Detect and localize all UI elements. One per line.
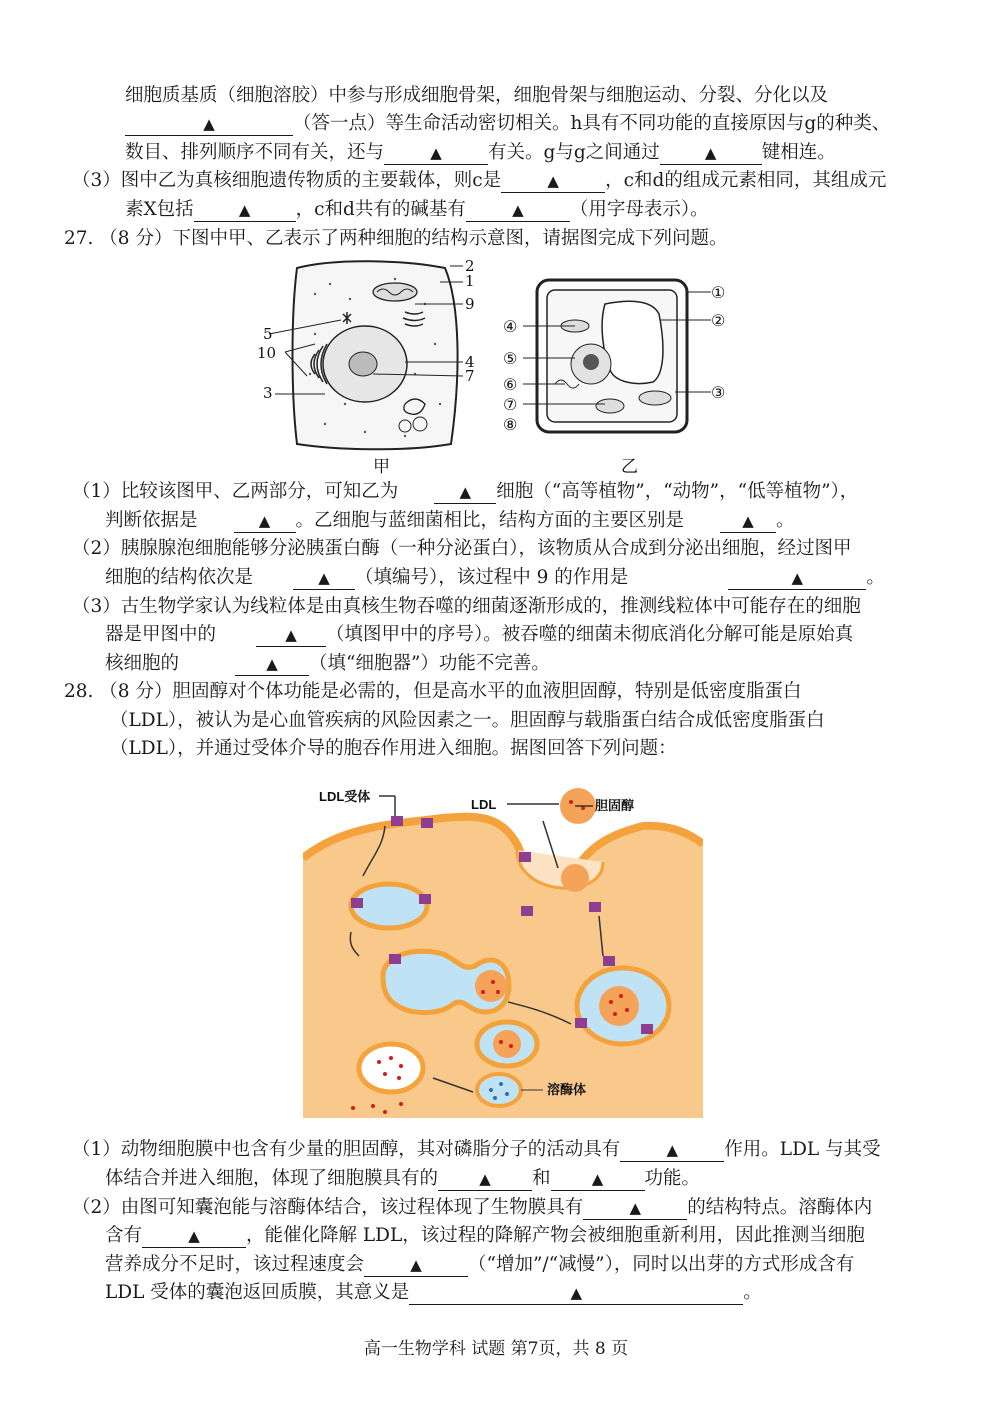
answer-blank[interactable]: ▲ <box>583 1197 687 1220</box>
answer-blank[interactable]: ▲ <box>409 1282 743 1305</box>
answer-blank[interactable]: ▲ <box>194 199 296 222</box>
q28-part2-line2: 含有 ▲ ，能催化降解 LDL，该过程的降解产物会被细胞重新利用，因此推测当细胞 <box>105 1225 865 1246</box>
label-number: 3 <box>263 384 273 402</box>
animal-cell-jia <box>257 257 475 449</box>
answer-blank[interactable]: ▲ <box>384 142 488 165</box>
answer-blank[interactable]: ▲ <box>438 1168 532 1191</box>
label-number: ① <box>711 283 726 302</box>
caption-jia: 甲 <box>373 457 390 476</box>
q28-part2-line4: LDL 受体的囊泡返回质膜，其意义是 ▲ 。 <box>105 1282 762 1303</box>
answer-blank[interactable]: ▲ <box>364 1254 468 1277</box>
answer-blank[interactable]: ▲ <box>551 1168 645 1191</box>
q28-part2-line1: （2）由图可知囊泡能与溶酶体结合，该过程体现了生物膜具有 ▲ 的结构特点。溶酶体内 <box>72 1197 873 1218</box>
q27-part3-line2: 器是甲图中的 ▲ （填图甲中的序号）。被吞噬的细菌未彻底消化分解可能是原始真 <box>105 624 854 645</box>
question-28-line3: （LDL），并通过受体介导的胞吞作用进入细胞。据图回答下列问题： <box>110 738 677 759</box>
question-28-title: 28. （8 分）胆固醇对个体功能是必需的，但是高水平的血液胆固醇，特别是低密度脂蛋白 <box>64 681 802 702</box>
label-number: 9 <box>465 295 475 313</box>
text-line-4: （3）图中乙为真核细胞遗传物质的主要载体，则c是 ▲ ，c和d的组成元素相同，其组成元 <box>72 170 887 191</box>
label-lysosome: 溶酶体 <box>547 1082 587 1097</box>
question-28-line2: （LDL），被认为是心血管疾病的风险因素之一。胆固醇与载脂蛋白结合成低密度脂蛋白 <box>110 710 825 731</box>
q27-part1-line1: （1）比较该图甲、乙两部分，可知乙为 ▲ 细胞（“高等植物”，“动物”，“低等植物”）， <box>72 481 859 502</box>
caption-yi: 乙 <box>621 457 638 476</box>
page-footer: 高一生物学科 试题 第7页，共 8 页 <box>363 1339 629 1359</box>
label-number: ⑤ <box>503 349 518 368</box>
text-line-1: 细胞质基质（细胞溶胶）中参与形成细胞骨架，细胞骨架与细胞运动、分裂、分化以及 <box>125 85 829 106</box>
answer-blank[interactable]: ▲ <box>720 510 776 533</box>
answer-blank[interactable]: ▲ <box>466 199 570 222</box>
answer-blank[interactable]: ▲ <box>501 170 605 193</box>
label-number: 5 <box>263 325 273 343</box>
answer-blank[interactable]: ▲ <box>125 113 293 136</box>
answer-blank[interactable]: ▲ <box>728 567 866 590</box>
text-line-2: ▲ （答一点）等生命活动密切相关。h具有不同功能的直接原因与g的种类、 <box>125 111 890 137</box>
answer-blank[interactable]: ▲ <box>142 1225 246 1248</box>
answer-blank[interactable]: ▲ <box>293 567 355 590</box>
plant-cell-yi <box>503 280 725 434</box>
ldl-endocytosis-diagram <box>303 766 703 1118</box>
label-number: ③ <box>711 383 726 402</box>
label-number: ⑧ <box>503 415 518 434</box>
answer-blank[interactable]: ▲ <box>620 1139 724 1162</box>
cell-diagram <box>255 254 745 476</box>
text-line-5: 素X包括 ▲ ，c和d共有的碱基有 ▲ （用字母表示）。 <box>125 199 709 220</box>
answer-blank[interactable]: ▲ <box>234 510 296 533</box>
q28-part2-line3: 营养成分不足时，该过程速度会 ▲ （“增加”/“减慢”），同时以出芽的方式形成含有 <box>105 1254 855 1275</box>
label-number: ④ <box>503 317 518 336</box>
label-number: 2 <box>465 257 475 275</box>
question-27-title: 27. （8 分）下图中甲、乙表示了两种细胞的结构示意图，请据图完成下列问题。 <box>64 228 728 249</box>
text-line-3: 数目、排列顺序不同有关，还与 ▲ 有关。g与g之间通过 ▲ 键相连。 <box>125 142 836 163</box>
label-number: 10 <box>257 344 277 362</box>
answer-blank[interactable]: ▲ <box>434 481 496 504</box>
label-ldl-receptor: LDL受体 <box>319 789 371 804</box>
q27-part3-line1: （3）古生物学家认为线粒体是由真核生物吞噬的细菌逐渐形成的，推测线粒体中可能存在的细胞 <box>72 596 861 617</box>
label-number: ② <box>711 311 726 330</box>
q27-part2-line1: （2）胰腺腺泡细胞能够分泌胰蛋白酶（一种分泌蛋白），该物质从合成到分泌出细胞，经过图甲 <box>72 538 852 559</box>
q28-part1-line2: 体结合并进入细胞，体现了细胞膜具有的 ▲ 和 ▲ 功能。 <box>105 1168 701 1189</box>
label-number: ⑦ <box>503 395 518 414</box>
answer-blank[interactable]: ▲ <box>256 624 326 647</box>
q27-part1-line2: 判断依据是 ▲ 。乙细胞与蓝细菌相比，结构方面的主要区别是 ▲ 。 <box>105 510 795 531</box>
answer-blank[interactable]: ▲ <box>235 653 309 676</box>
q28-part1-line1: （1）动物细胞膜中也含有少量的胆固醇，其对磷脂分子的活动具有 ▲ 作用。LDL 与其受 <box>72 1139 881 1160</box>
answer-blank[interactable]: ▲ <box>660 142 762 165</box>
label-number: 1 <box>465 272 475 290</box>
label-ldl: LDL <box>471 797 497 812</box>
label-number: 4 <box>465 353 475 371</box>
label-number: 7 <box>465 367 475 385</box>
label-cholesterol: 胆固醇 <box>595 798 635 813</box>
label-number: ⑥ <box>503 375 518 394</box>
q27-part2-line2: 细胞的结构依次是 ▲ （填编号），该过程中 9 的作用是 ▲ 。 <box>105 567 885 588</box>
q27-part3-line3: 核细胞的 ▲ （填“细胞器”）功能不完善。 <box>105 653 550 674</box>
